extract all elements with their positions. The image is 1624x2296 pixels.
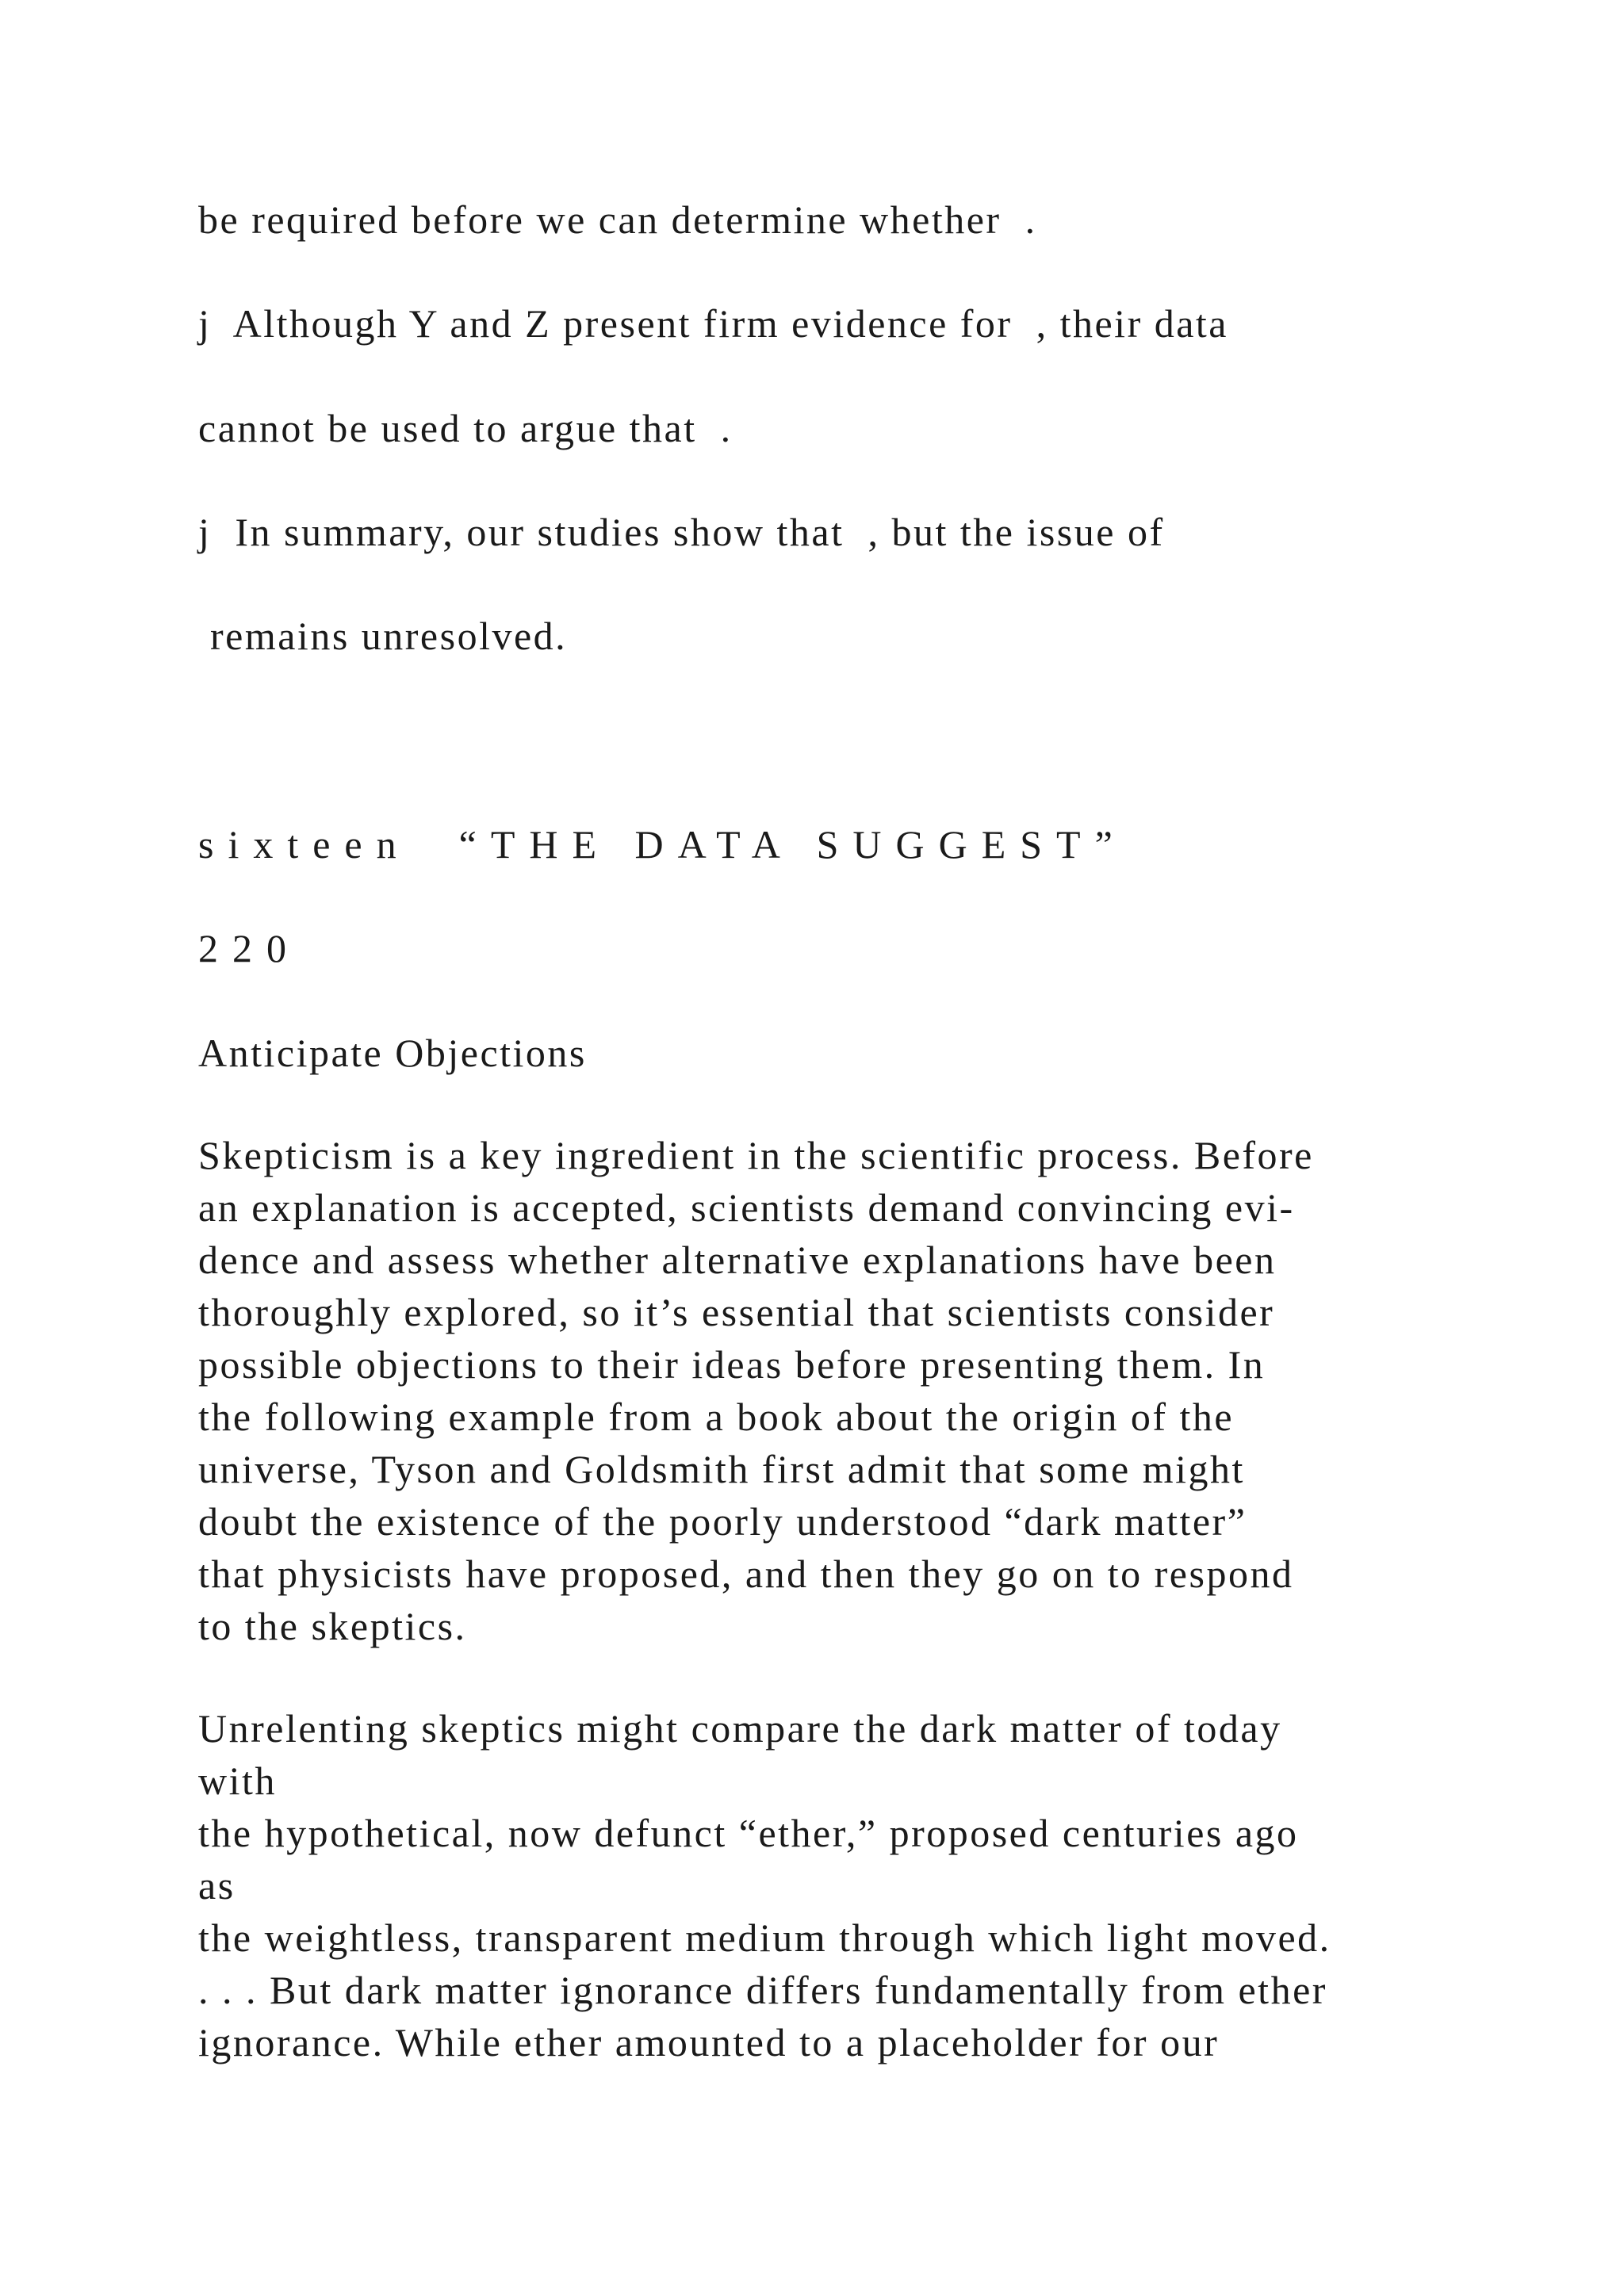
quote-line: the hypothetical, now defunct “ether,” proposed centuries ago <box>198 1811 1299 1855</box>
paragraph-line: an explanation is accepted, scientists demand convincing evi- <box>198 1185 1295 1230</box>
paragraph-line: to the skeptics. <box>198 1604 467 1648</box>
section-heading: Anticipate Objections <box>198 1031 587 1075</box>
text-line: j In summary, our studies show that , but the issue of <box>198 510 1165 554</box>
paragraph-line: that physicists have proposed, and then they go on to respond <box>198 1552 1294 1596</box>
quote-line: ignorance. While ether amounted to a placeholder for our <box>198 2020 1220 2064</box>
chapter-header: sixteen “THE DATA SUGGEST” <box>198 822 1127 867</box>
paragraph-line: the following example from a book about the origin of the <box>198 1395 1235 1439</box>
block-quote <box>198 1702 1331 2068</box>
paragraph-line: thoroughly explored, so it’s essential that scientists consider <box>198 1290 1275 1334</box>
text-line: be required before we can determine whether . <box>198 197 1037 242</box>
quote-line: Unrelenting skeptics might compare the dark matter of today <box>198 1706 1282 1751</box>
quote-line: . . . But dark matter ignorance differs fundamentally from ether <box>198 1968 1327 2012</box>
text-line: remains unresolved. <box>198 614 568 658</box>
text-line: cannot be used to argue that . <box>198 406 733 450</box>
quote-line: the weightless, transparent medium through which light moved. <box>198 1915 1331 1960</box>
page-number: 220 <box>198 926 301 970</box>
quote-line: with <box>198 1758 277 1803</box>
paragraph-line: dence and assess whether alternative explanations have been <box>198 1238 1277 1282</box>
paragraph-line: doubt the existence of the poorly understood “dark matter” <box>198 1499 1247 1544</box>
paragraph-line: possible objections to their ideas before presenting them. In <box>198 1342 1266 1387</box>
body-paragraph <box>198 1129 1314 1652</box>
paragraph-line: universe, Tyson and Goldsmith first admit that some might <box>198 1447 1245 1491</box>
text-line: j Although Y and Z present firm evidence for , their data <box>198 301 1228 346</box>
paragraph-line: Skepticism is a key ingredient in the scientific process. Before <box>198 1133 1314 1177</box>
quote-line: as <box>198 1863 236 1908</box>
